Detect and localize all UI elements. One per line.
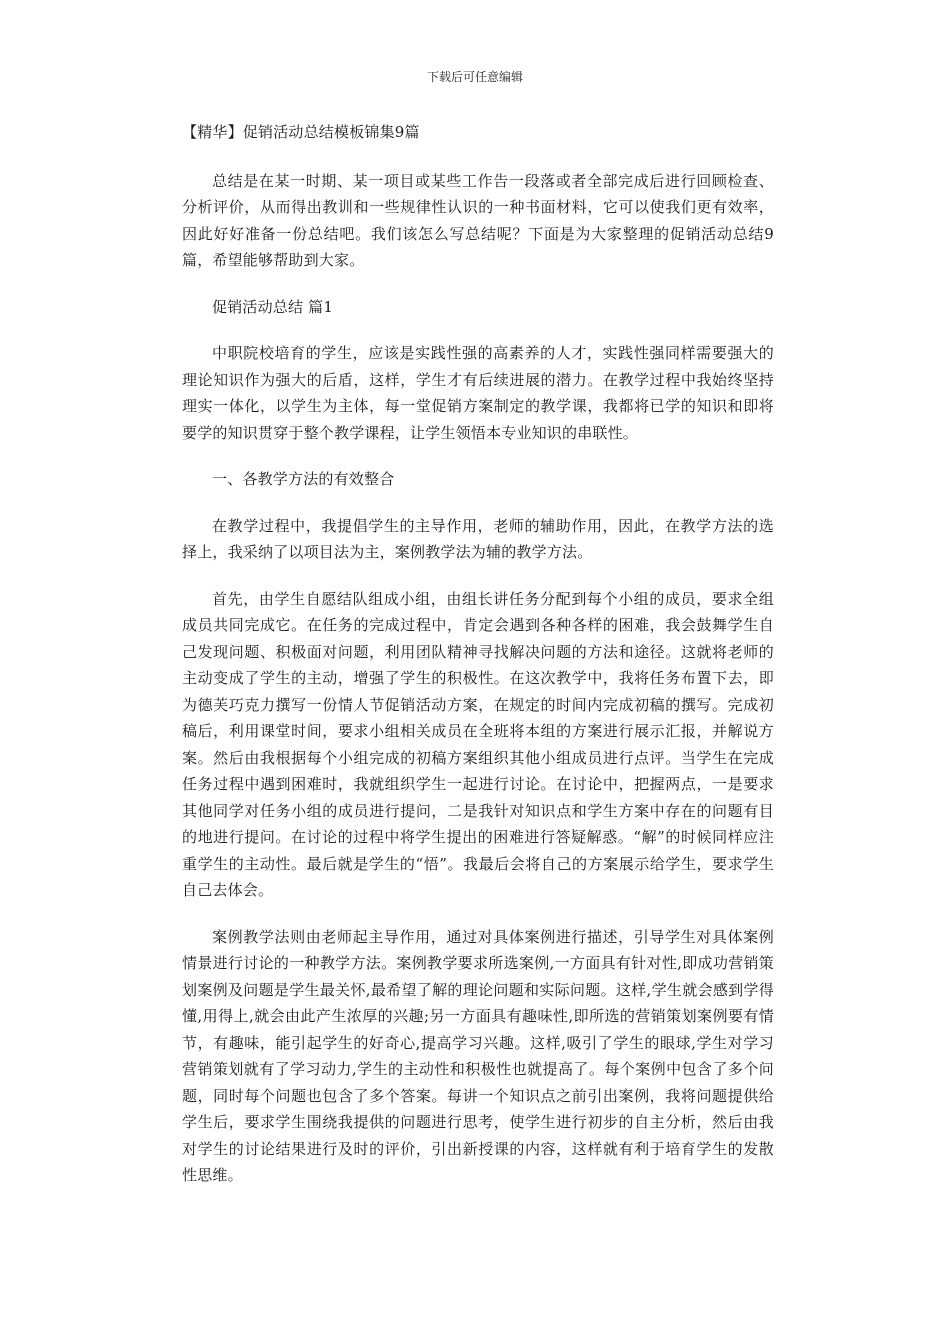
paragraph-1: 中职院校培育的学生，应该是实践性强的高素养的人才，实践性强同样需要强大的理论知识作为强大的后盾，这样，学生才有后续进展的潜力。在教学过程中我始终坚持理实一体化，以学生为主体，每一堂促销方案制定的教学课，我都将已学的知识和即将要学的知识贯穿于整个教学课程，让学生领悟本专业知识的串联性。 — [182, 344, 774, 442]
paragraph-4: 案例教学法则由老师起主导作用，通过对具体案例进行描述，引导学生对具体案例情景进行讨论的一种教学方法。案例教学要求所选案例,一方面具有针对性,即成功营销策划案例及问题是学生最关怀,最希望了解的理论问题和实际问题。这样,学生就会感到学得懂,用得上,就会由此产生浓厚的兴趣;另一方面具有趣味性,即所选的营销策划案例要有情节，有趣味，能引起学生的好奇心,提高学习兴趣。这样,吸引了学生的眼球,学生对学习营销策划就有了学习动力,学生的主动性和积极性也就提高了。每个案例中包含了多个问题，同时每个问题也包含了多个答案。每讲一个知识点之前引出案例，我将问题提供给学生后，要求学生围绕我提供的问题进行思考，使学生进行初步的自主分析，然后由我对学生的讨论结果进行及时的评价，引出新授课的内容，这样就有利于培育学生的发散性思维。 — [182, 927, 774, 1184]
subheading: 一、各教学方法的有效整合 — [212, 470, 395, 488]
section-title: 促销活动总结 篇1 — [212, 297, 334, 316]
document-body — [182, 119, 774, 1209]
intro-paragraph: 总结是在某一时期、某一项目或某些工作告一段落或者全部完成后进行回顾检查、分析评价，从而得出教训和一些规律性认识的一种书面材料，它可以使我们更有效率，因此好好准备一份总结吧。我们该怎么写总结呢？下面是为大家整理的促销活动总结9篇，希望能够帮助到大家。 — [182, 171, 774, 269]
document-title: 【精华】促销活动总结模板锦集9篇 — [182, 123, 420, 141]
page-header: 下载后可任意编辑 — [426, 70, 523, 84]
paragraph-2: 在教学过程中，我提倡学生的主导作用，老师的辅助作用，因此，在教学方法的选择上，我采纳了以项目法为主，案例教学法为辅的教学方法。 — [182, 516, 774, 561]
paragraph-3: 首先，由学生自愿结队组成小组，由组长讲任务分配到每个小组的成员，要求全组成员共同完成它。在任务的完成过程中，肯定会遇到各种各样的困难，我会鼓舞学生自己发现问题、积极面对问题，利用团队精神寻找解决问题的方法和途径。这就将老师的主动变成了学生的主动，增强了学生的积极性。在这次教学中，我将任务布置下去，即为德芙巧克力撰写一份情人节促销活动方案，在规定的时间内完成初稿的撰写。完成初稿后，利用课堂时间，要求小组相关成员在全班将本组的方案进行展示汇报，并解说方案。然后由我根据每个小组完成的初稿方案组织其他小组成员进行点评。当学生在完成任务过程中遇到困难时，我就组织学生一起进行讨论。在讨论中，把握两点，一是要求其他同学对任务小组的成员进行提问，二是我针对知识点和学生方案中存在的问题有目的地进行提问。在讨论的过程中将学生提出的困难进行答疑解惑。“解”的时候同样应注重学生的主动性。最后就是学生的“悟”。我最后会将自己的方案展示给学生，要求学生自己去体会。 — [182, 589, 774, 899]
